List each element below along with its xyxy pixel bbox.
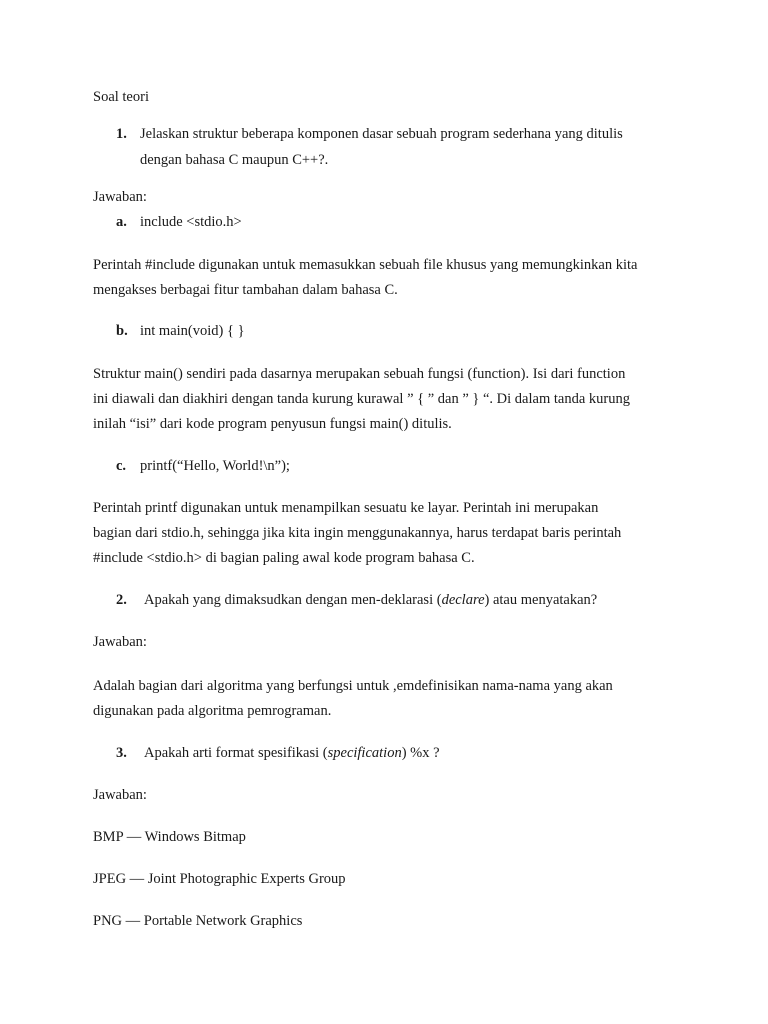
item-c-para-line-2: bagian dari stdio.h, sehingga jika kita ingin menggunakannya, harus terdapat baris perintah xyxy=(93,525,622,541)
item-b-para-line-1: Struktur main() sendiri pada dasarnya merupakan sebuah fungsi (function). Isi dari function xyxy=(93,366,626,382)
answer-label-1: Jawaban: xyxy=(93,189,147,205)
question-1-line-2: dengan bahasa C maupun C++?. xyxy=(140,152,329,168)
item-b-marker: b. xyxy=(116,323,128,339)
question-1-number: 1. xyxy=(116,126,127,142)
item-a-code: include <stdio.h> xyxy=(140,214,242,230)
question-2-italic: declare xyxy=(441,592,485,608)
heading: Soal teori xyxy=(93,89,149,105)
question-3-italic: specification xyxy=(327,745,402,761)
item-c-para-line-1: Perintah printf digunakan untuk menampilkan sesuatu ke layar. Perintah ini merupakan xyxy=(93,500,599,516)
answer-label-3: Jawaban: xyxy=(93,787,147,803)
question-2-text-a: Apakah yang dimaksudkan dengan men-deklarasi ( xyxy=(144,592,442,608)
format-bmp: BMP — Windows Bitmap xyxy=(93,829,246,845)
item-b-code: int main(void) { } xyxy=(140,323,245,339)
question-3-text-a: Apakah arti format spesifikasi ( xyxy=(144,745,328,761)
answer-2-line-2: digunakan pada algoritma pemrograman. xyxy=(93,703,332,719)
item-b-para-line-3: inilah “isi” dari kode program penyusun fungsi main() ditulis. xyxy=(93,416,452,432)
item-c-code: printf(“Hello, World!\n”); xyxy=(140,458,290,474)
answer-2-line-1: Adalah bagian dari algoritma yang berfungsi untuk ,emdefinisikan nama-nama yang akan xyxy=(93,678,613,694)
format-png: PNG — Portable Network Graphics xyxy=(93,913,303,929)
item-c-marker: c. xyxy=(116,458,127,474)
answer-label-2: Jawaban: xyxy=(93,634,147,650)
question-3-text xyxy=(144,744,440,762)
item-c-para-line-3: #include <stdio.h> di bagian paling awal kode program bahasa C. xyxy=(93,550,475,566)
item-b-para-line-2: ini diawali dan diakhiri dengan tanda kurung kurawal ” { ” dan ” } “. Di dalam tanda kurung xyxy=(93,391,630,407)
question-1-line-1: Jelaskan struktur beberapa komponen dasar sebuah program sederhana yang ditulis xyxy=(140,126,623,142)
item-a-para-line-1: Perintah #include digunakan untuk memasukkan sebuah file khusus yang memungkinkan kita xyxy=(93,257,638,273)
question-3-text-b: ) %x ? xyxy=(401,745,440,761)
question-3-number: 3. xyxy=(116,745,127,761)
item-a-marker: a. xyxy=(116,214,127,230)
question-2-text-b: ) atau menyatakan? xyxy=(484,592,598,608)
item-a-para-line-2: mengakses berbagai fitur tambahan dalam bahasa C. xyxy=(93,282,398,298)
question-2-number: 2. xyxy=(116,592,127,608)
question-2-text xyxy=(144,591,597,609)
format-jpeg: JPEG — Joint Photographic Experts Group xyxy=(93,871,346,887)
